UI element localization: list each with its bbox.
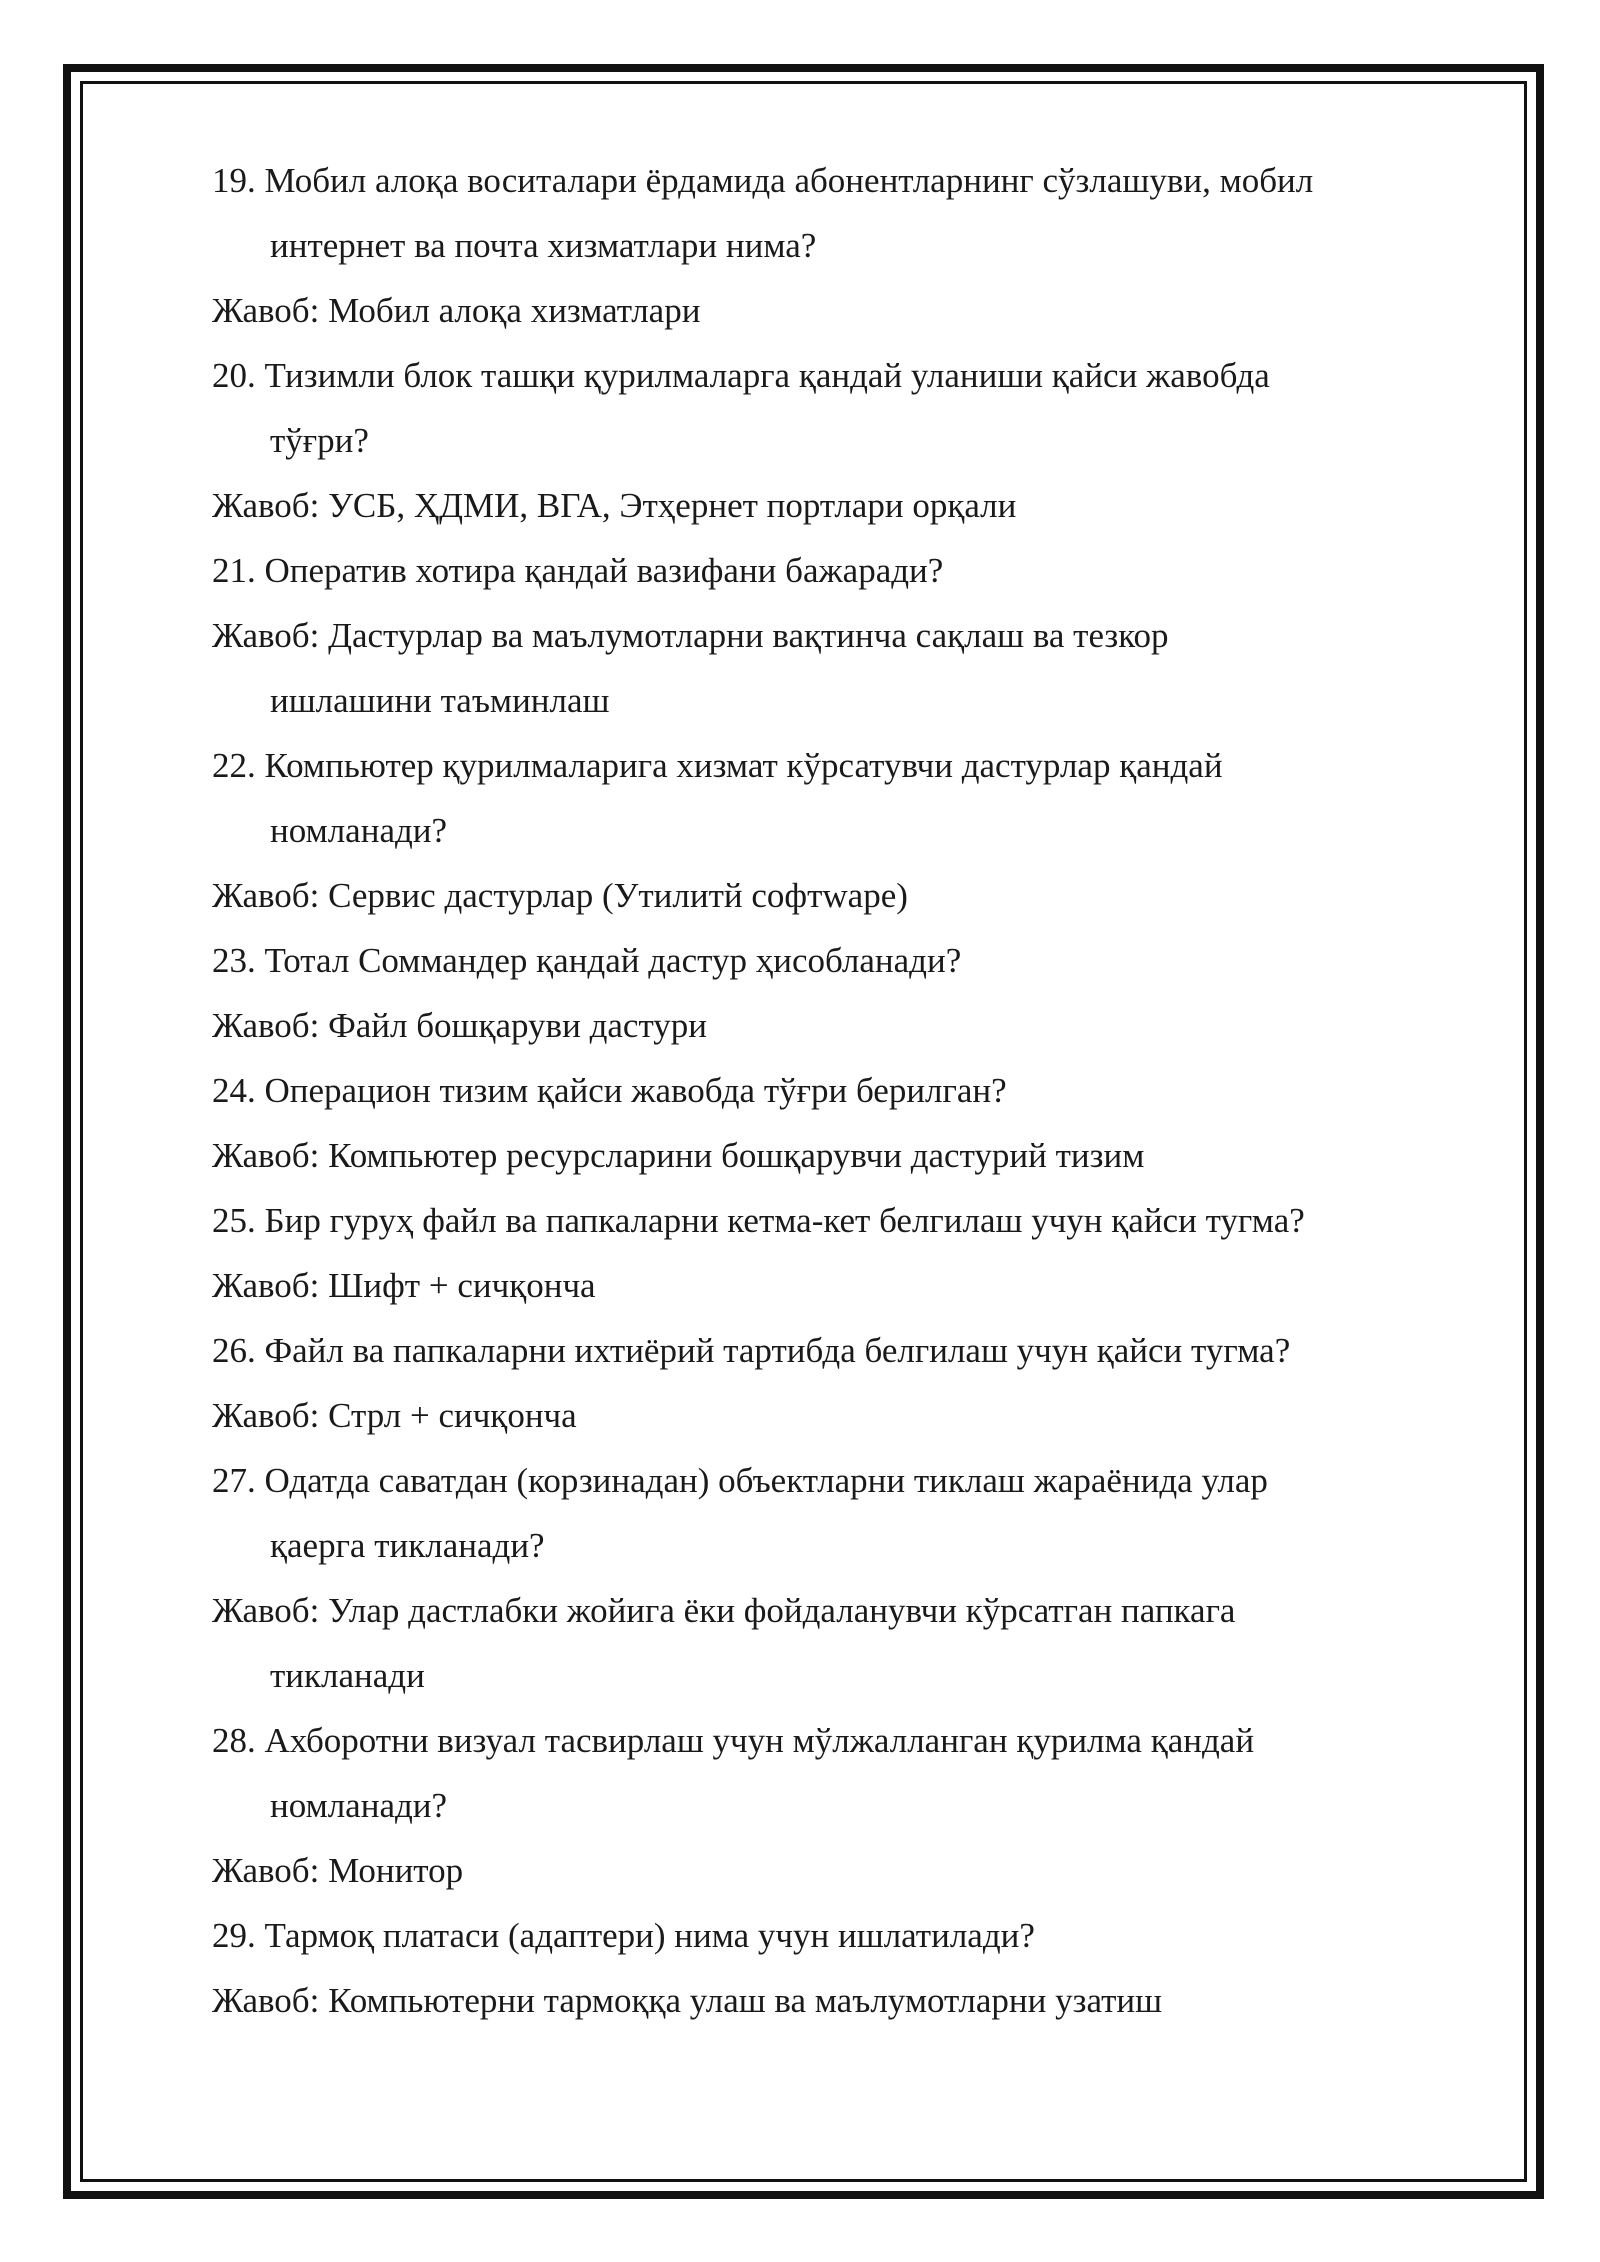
question-text: 28. Ахборотни визуал тасвирлаш учун мўлжалланган қурилма қандай (212, 1721, 1255, 1760)
answer-text: Жавоб: Сервис дастурлар (Утилитй софтwаре) (212, 876, 908, 915)
qa-item (212, 1058, 1452, 1188)
question-text: 25. Бир гуруҳ файл ва папкаларни кетма-кет белгилаш учун қайси тугма? (212, 1201, 1305, 1240)
question-text-continued: қаерга тикланади? (270, 1526, 545, 1565)
question-text: 26. Файл ва папкаларни ихтиёрий тартибда белгилаш учун қайси тугма? (212, 1331, 1291, 1370)
question-text: 27. Одатда саватдан (корзинадан) объектларни тиклаш жараёнида улар (212, 1461, 1268, 1500)
answer-text: Жавоб: Шифт + сичқонча (212, 1266, 596, 1305)
qa-item (212, 538, 1452, 733)
question-text: 19. Мобил алоқа воситалари ёрдамида абонентларнинг сўзлашуви, мобил (212, 161, 1314, 200)
answer-text: Жавоб: Монитор (212, 1851, 464, 1890)
qa-item (212, 1448, 1452, 1708)
question-text: 23. Тотал Соммандер қандай дастур ҳисобланади? (212, 941, 962, 980)
answer-text: Жавоб: Улар дастлабки жойига ёки фойдаланувчи кўрсатган папкага (212, 1591, 1236, 1630)
qa-item (212, 1708, 1452, 1903)
qa-item (212, 1903, 1452, 2033)
answer-text-continued: тикланади (270, 1656, 425, 1695)
answer-text: Жавоб: УСБ, ҲДМИ, ВГА, Этҳернет портлари орқали (212, 486, 1017, 525)
qa-item (212, 1188, 1452, 1318)
question-text: 21. Оператив хотира қандай вазифани бажаради? (212, 551, 944, 590)
question-text-continued: интернет ва почта хизматлари нима? (270, 226, 817, 265)
answer-text: Жавоб: Стрл + сичқонча (212, 1396, 577, 1435)
qa-item (212, 148, 1452, 343)
answer-text-continued: ишлашини таъминлаш (270, 681, 610, 720)
answer-text: Жавоб: Компьютер ресурсларини бошқарувчи дастурий тизим (212, 1136, 1145, 1175)
qa-item (212, 1318, 1452, 1448)
qa-item (212, 343, 1452, 538)
question-text-continued: номланади? (270, 811, 448, 850)
answer-text: Жавоб: Компьютерни тармоққа улаш ва маълумотларни узатиш (212, 1981, 1163, 2020)
answer-text: Жавоб: Мобил алоқа хизматлари (212, 291, 701, 330)
question-text-continued: номланади? (270, 1786, 448, 1825)
qa-item (212, 928, 1452, 1058)
question-text: 29. Тармоқ платаси (адаптери) нима учун ишлатилади? (212, 1916, 1035, 1955)
qa-item (212, 733, 1452, 928)
qa-list (212, 148, 1452, 2033)
question-text: 22. Компьютер қурилмаларига хизмат кўрсатувчи дастурлар қандай (212, 746, 1223, 785)
question-text-continued: тўғри? (270, 421, 369, 460)
question-text: 20. Тизимли блок ташқи қурилмаларга қандай уланиши қайси жавобда (212, 356, 1270, 395)
answer-text: Жавоб: Файл бошқаруви дастури (212, 1006, 708, 1045)
question-text: 24. Операцион тизим қайси жавобда тўғри берилган? (212, 1071, 1007, 1110)
answer-text: Жавоб: Дастурлар ва маълумотларни вақтинча сақлаш ва тезкор (212, 616, 1169, 655)
